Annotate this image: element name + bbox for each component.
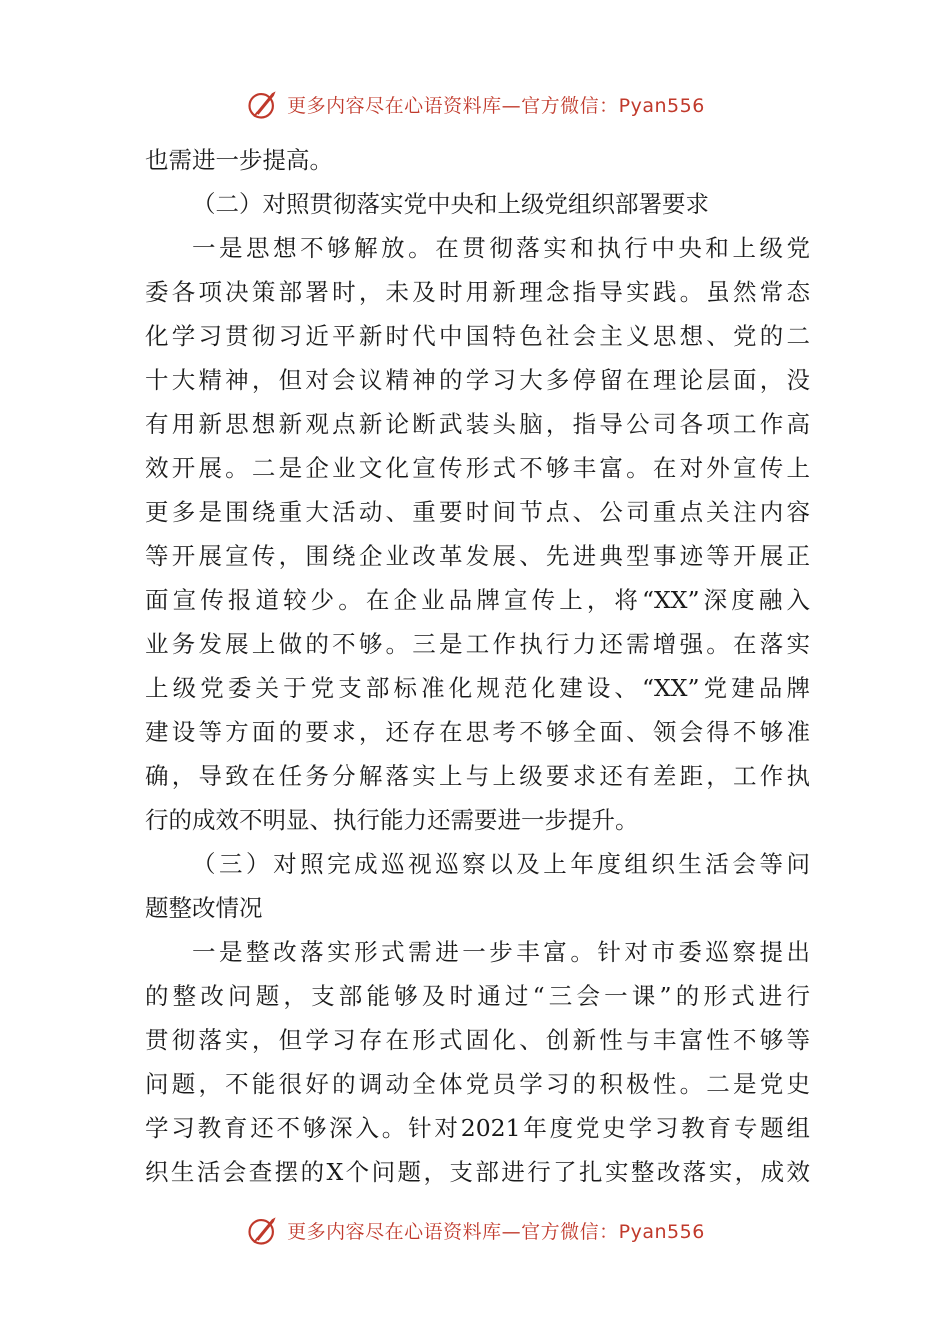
text-line: 有用新思想新观点新论断武装头脑，指导公司各项工作高 xyxy=(145,410,810,438)
text-line: 面宣传报道较少。在企业品牌宣传上，将“XX”深度融入 xyxy=(145,586,810,614)
watermark-text: 更多内容尽在心语资料库—官方微信：Pyan556 xyxy=(287,1220,705,1243)
text-line: 也需进一步提高。 xyxy=(145,146,333,174)
text-line: 问题，不能很好的调动全体党员学习的积极性。二是党史 xyxy=(145,1070,810,1098)
text-line: 贯彻落实，但学习存在形式固化、创新性与丰富性不够等 xyxy=(145,1026,810,1054)
text-line: 上级党委关于党支部标准化规范化建设、“XX”党建品牌 xyxy=(145,674,810,702)
text-line: 的整改问题，支部能够及时通过“三会一课”的形式进行 xyxy=(145,982,810,1010)
footer-watermark xyxy=(0,1210,950,1250)
text-line: 化学习贯彻习近平新时代中国特色社会主义思想、党的二 xyxy=(145,322,810,350)
text-line: 行的成效不明显、执行能力还需要进一步提升。 xyxy=(145,806,639,834)
quill-pen-icon xyxy=(245,86,281,122)
text-line: 业务发展上做的不够。三是工作执行力还需增强。在落实 xyxy=(145,630,810,658)
text-line: 确，导致在任务分解落实上与上级要求还有差距，工作执 xyxy=(145,762,810,790)
text-line: 更多是围绕重大活动、重要时间节点、公司重点关注内容 xyxy=(145,498,810,526)
quill-pen-icon xyxy=(245,1212,281,1248)
text-line: 建设等方面的要求，还存在思考不够全面、领会得不够准 xyxy=(145,718,810,746)
text-line: 十大精神，但对会议精神的学习大多停留在理论层面，没 xyxy=(145,366,810,394)
text-line: （二）对照贯彻落实党中央和上级党组织部署要求 xyxy=(192,190,709,218)
text-line: 一是思想不够解放。在贯彻落实和执行中央和上级党 xyxy=(192,234,810,262)
text-line: 学习教育还不够深入。针对2021年度党史学习教育专题组 xyxy=(145,1114,810,1142)
text-line: 织生活会查摆的X个问题，支部进行了扎实整改落实，成效 xyxy=(145,1158,810,1186)
text-line: 委各项决策部署时，未及时用新理念指导实践。虽然常态 xyxy=(145,278,810,306)
text-line: 效开展。二是企业文化宣传形式不够丰富。在对外宣传上 xyxy=(145,454,810,482)
document-body xyxy=(145,138,810,1194)
header-watermark xyxy=(0,84,950,124)
watermark-text: 更多内容尽在心语资料库—官方微信：Pyan556 xyxy=(287,94,705,117)
text-line: 一是整改落实形式需进一步丰富。针对市委巡察提出 xyxy=(192,938,810,966)
text-line: 题整改情况 xyxy=(145,894,263,922)
text-line: 等开展宣传，围绕企业改革发展、先进典型事迹等开展正 xyxy=(145,542,810,570)
text-line: （三）对照完成巡视巡察以及上年度组织生活会等问 xyxy=(192,850,810,878)
